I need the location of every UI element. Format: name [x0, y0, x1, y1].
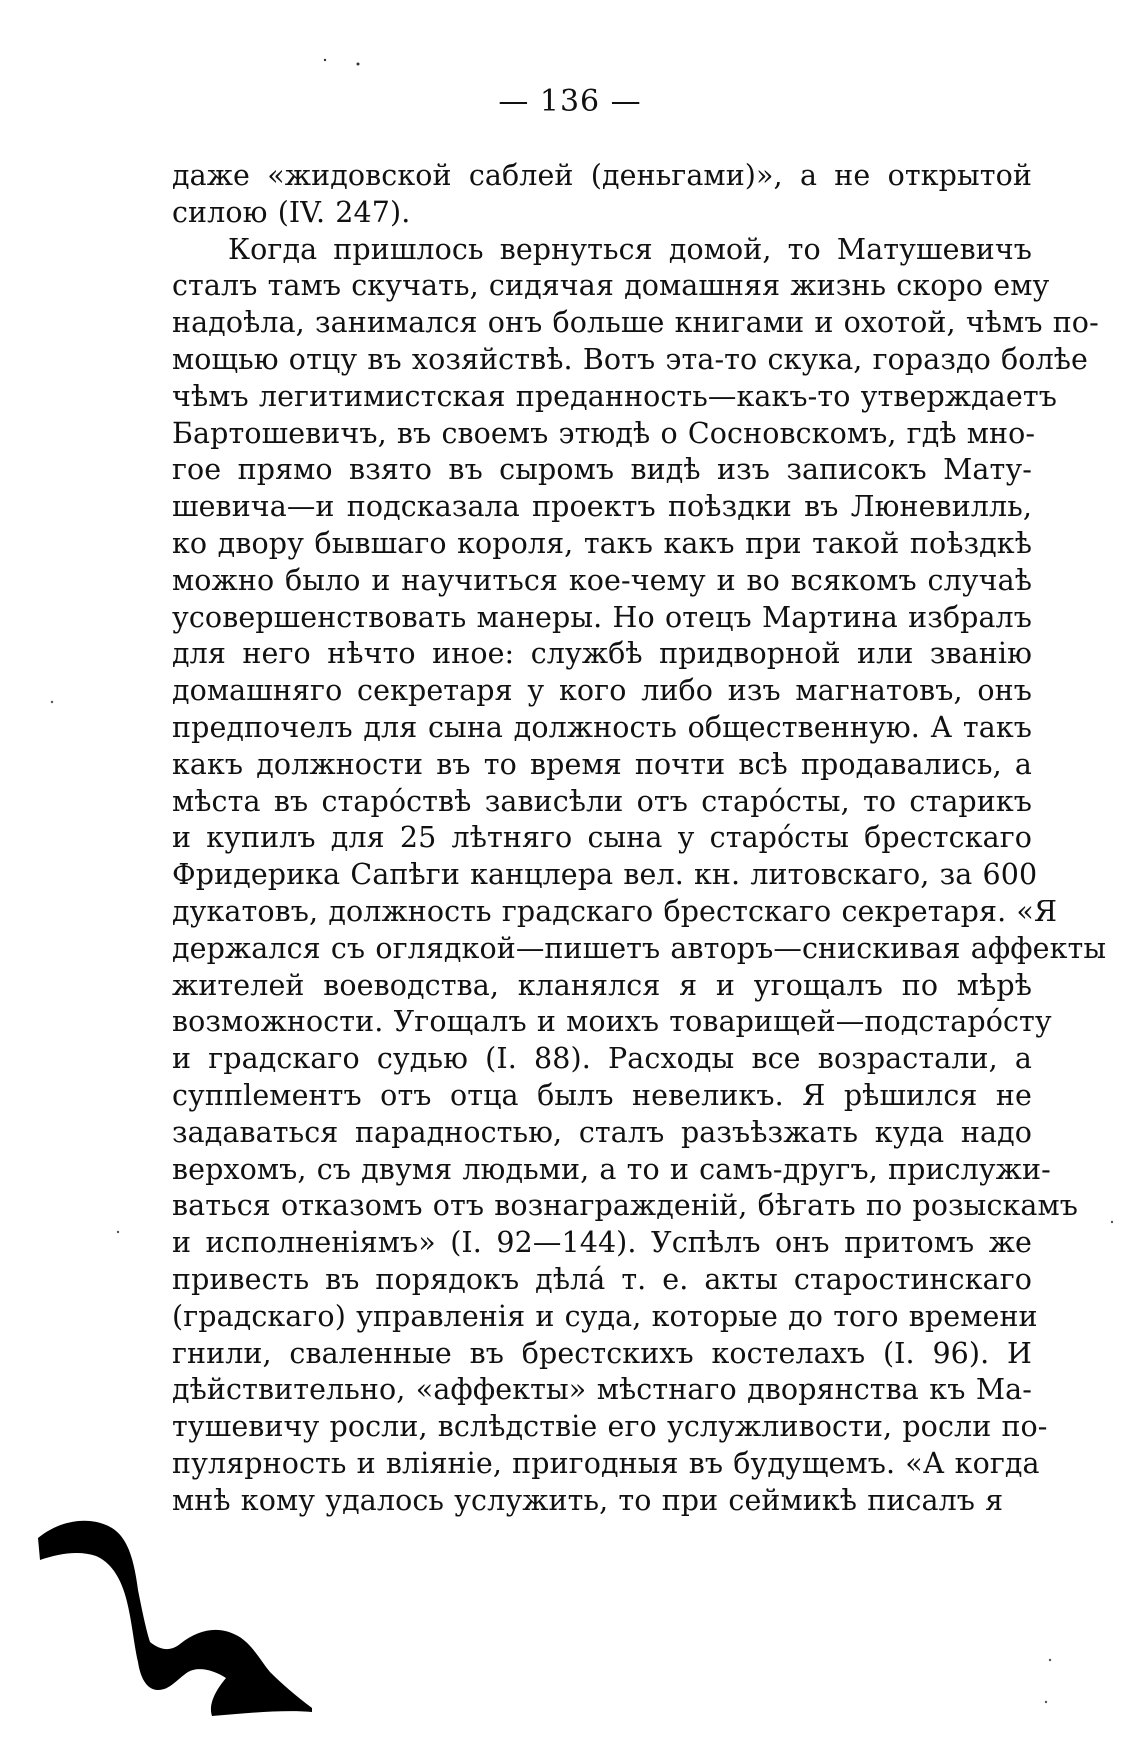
text-line: гое прямо взято въ сыромъ видѣ изъ записокъ Мату- [172, 453, 1032, 487]
speck-mark [117, 1231, 119, 1233]
text-line: привесть въ порядокъ дѣлá т. е. акты старостинскаго [172, 1262, 1032, 1296]
text-line: дукатовъ, должность градскаго брестскаго секретаря. «Я [172, 894, 1058, 928]
text-line: предпочелъ для сына должность общественную. А такъ [172, 710, 1032, 744]
text-line: домашняго секретаря у кого либо изъ магнатовъ, онъ [172, 674, 1032, 708]
text-line: сталъ тамъ скучать, сидячая домашняя жизнь скоро ему [172, 269, 1050, 303]
page-number: — 136 — [498, 84, 642, 119]
text-line: ваться отказомъ отъ вознагражденій, бѣгать по розыскамъ [172, 1189, 1079, 1223]
text-line: гнили, сваленные въ брестскихъ костелахъ (I. 96). И [172, 1336, 1032, 1370]
text-line: усовершенствовать манеры. Но отецъ Мартина избралъ [172, 600, 1032, 634]
speck-mark [357, 63, 360, 66]
text-line: даже «жидовской саблей (деньгами)», а не открытой [172, 159, 1032, 192]
speck-mark [51, 701, 53, 703]
text-line: Бартошевичъ, въ своемъ этюдѣ о Сосновскомъ, гдѣ мно- [172, 416, 1036, 450]
speck-mark [1049, 1659, 1051, 1661]
text-line: (градскаго) управленія и суда, которые до того времени [172, 1299, 1038, 1333]
text-line: Фридерика Сапѣги канцлера вел. кн. литовскаго, за 600 [172, 858, 1038, 892]
text-line: мнѣ кому удалось услужить, то при сеймикѣ писалъ я [172, 1483, 1004, 1517]
text-line: держался съ оглядкой—пишетъ авторъ—снискивая аффекты [172, 931, 1107, 965]
text-line: пулярность и вліяніе, пригодныя въ будущемъ. «А когда [172, 1446, 1040, 1480]
text-line: можно было и научиться кое-чему и во всякомъ случаѣ [172, 563, 1032, 597]
text-line: задаваться парадностью, сталъ разъѣзжать куда надо [172, 1115, 1032, 1149]
text-line: какъ должности въ то время почти всѣ продавались, а [172, 747, 1032, 781]
text-line: ко двору бывшаго короля, такъ какъ при такой поѣздкѣ [172, 526, 1032, 560]
speck-mark [1045, 1701, 1047, 1703]
text-line: дѣйствительно, «аффекты» мѣстнаго дворянства къ Ма- [172, 1373, 1032, 1407]
ink-blot-shape [38, 1521, 312, 1716]
text-line: верхомъ, съ двумя людьми, а то и самъ-другъ, прислужи- [172, 1152, 1051, 1186]
text-line: мощью отцу въ хозяйствѣ. Вотъ эта-то скука, гораздо болѣе [172, 342, 1089, 376]
speck-mark [324, 59, 326, 61]
text-line: и купилъ для 25 лѣтняго сына у старóсты брестскаго [172, 821, 1032, 855]
text-line: надоѣла, занимался онъ больше книгами и охотой, чѣмъ по- [172, 306, 1099, 340]
text-line: шевича—и подсказала проектъ поѣздки въ Люневилль, [172, 490, 1032, 524]
text-line: мѣста въ старóствѣ зависѣли отъ старóсты, то старикъ [172, 784, 1032, 818]
text-line: для него нѣчто иное: службѣ придворной или званію [172, 637, 1032, 671]
text-line: чѣмъ легитимистская преданность—какъ-то утверждаетъ [172, 379, 1057, 413]
text-line: суппlементъ отъ отца былъ невеликъ. Я рѣшился не [172, 1078, 1032, 1112]
speck-mark [1111, 1221, 1113, 1223]
text-line: и градскаго судью (I. 88). Расходы все возрастали, а [172, 1042, 1032, 1076]
text-line: возможности. Угощалъ и моихъ товарищей—подстарóсту [172, 1005, 1052, 1039]
text-line: Когда пришлось вернуться домой, то Матушевичъ [228, 232, 1032, 266]
text-line: тушевичу росли, вслѣдствіе его услужливости, росли по- [172, 1410, 1048, 1444]
text-line: силою (IV. 247). [172, 195, 411, 229]
text-line: жителей воеводства, кланялся я и угощалъ по мѣрѣ [172, 968, 1032, 1002]
text-line: и исполненіямъ» (I. 92—144). Успѣлъ онъ притомъ же [172, 1226, 1032, 1260]
